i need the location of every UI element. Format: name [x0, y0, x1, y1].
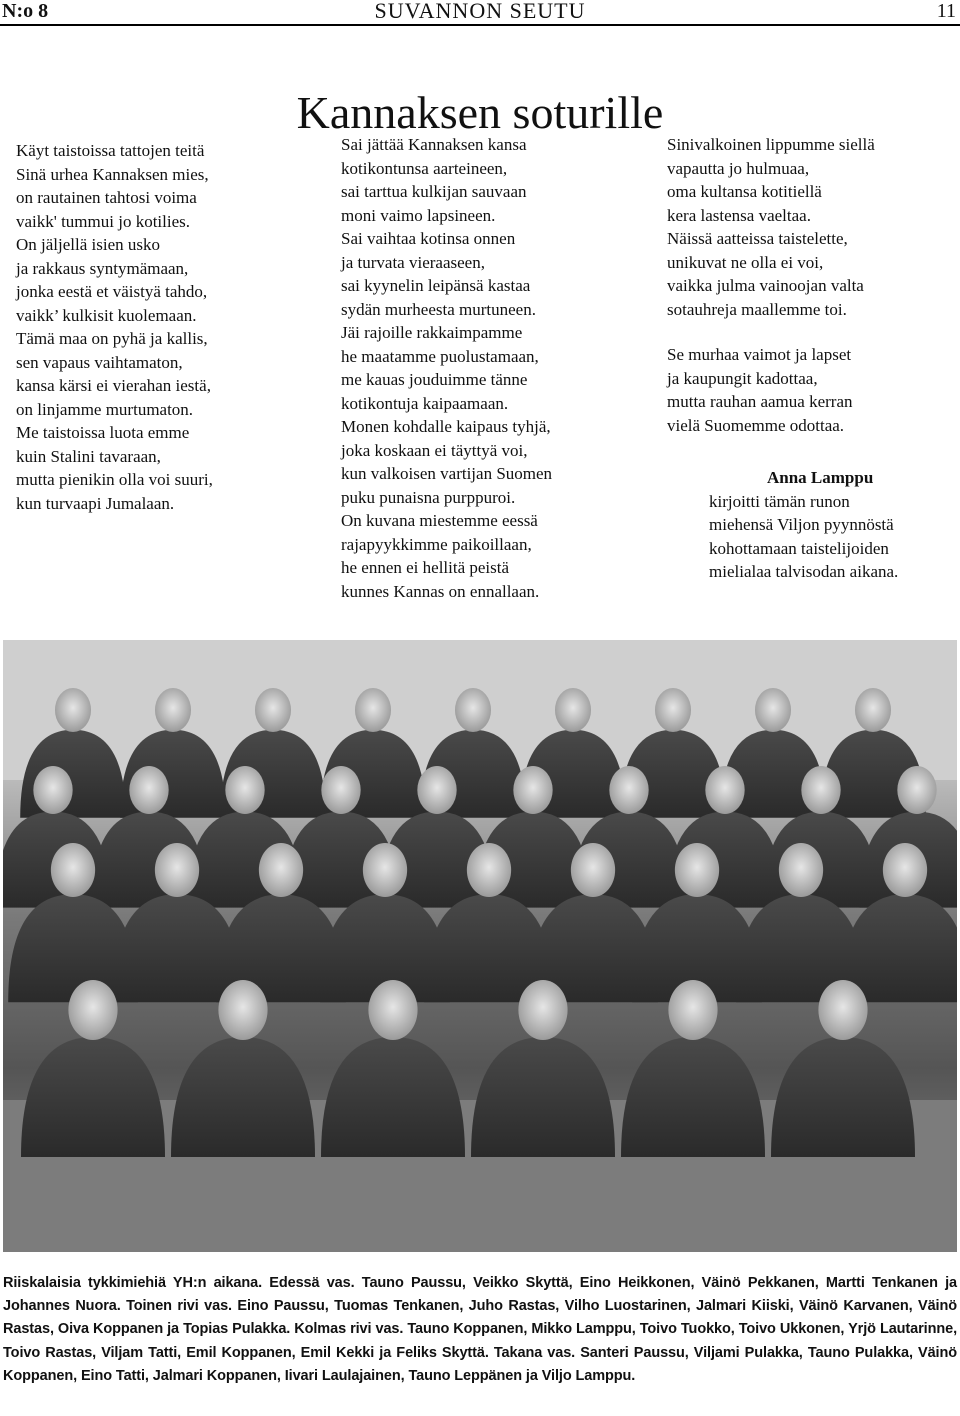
soldier-head	[363, 843, 407, 897]
soldier-head	[51, 843, 95, 897]
soldier-head	[218, 980, 267, 1040]
poem-line: mutta pienikin olla voi suuri,	[16, 470, 213, 489]
poem-line: vielä Suomemme odottaa.	[667, 415, 845, 435]
poem-line: kotikontuja kaipaamaan.	[341, 393, 509, 413]
poem-line: sotauhreja maallemme toi.	[667, 299, 847, 319]
soldier-head	[455, 688, 491, 732]
soldier-head	[355, 688, 391, 732]
poem-line: puku punaisna purppuroi.	[341, 487, 516, 507]
soldier-head	[513, 766, 552, 814]
poem-line: sydän murheesta murtuneen.	[341, 299, 536, 319]
poem-line: Sai vaihtaa kotinsa onnen	[341, 229, 516, 248]
author-note-text	[709, 490, 959, 584]
poem-line: Sinä urhea Kannaksen mies,	[16, 164, 209, 184]
poem-line: ja turvata vieraaseen,	[341, 252, 485, 272]
poem-line: on linjamme murtumaton.	[16, 399, 194, 419]
photo-illustration	[3, 640, 957, 1252]
soldier-head	[33, 766, 72, 814]
poem-line: miehensä Viljon pyynnöstä	[709, 515, 894, 534]
poem-line: ja kaupungit kadottaa,	[667, 368, 818, 388]
soldier-head	[883, 843, 927, 897]
poem-line: Jäi rajoille rakkaimpamme	[341, 323, 523, 342]
poem-line: vaikka julma vainoojan valta	[667, 276, 864, 295]
poem-line: kuin Stalini tavaraan,	[16, 446, 161, 466]
poem-column-1	[16, 139, 316, 515]
issue-number: N:o 8	[2, 0, 49, 22]
soldier-head	[225, 766, 264, 814]
soldiers-group	[3, 688, 957, 1157]
soldier-head	[897, 766, 936, 814]
poem-line: oma kultansa kotitiellä	[667, 182, 822, 201]
poem-line: me kauas jouduimme tänne	[341, 370, 528, 389]
author-name: Anna Lamppu	[767, 468, 874, 487]
group-photo	[3, 640, 957, 1252]
soldier-head	[518, 980, 567, 1040]
poem-line: moni vaimo lapsineen.	[341, 205, 496, 225]
poem-line: kun turvaapi Jumalaan.	[16, 493, 175, 513]
poem-line: Me taistoissa luota emme	[16, 423, 190, 442]
poem-line: he ennen ei hellitä peistä	[341, 558, 510, 577]
soldier-body	[621, 1037, 765, 1157]
poem-line: sen vapaus vaihtamaton,	[16, 352, 183, 372]
soldier-head	[321, 766, 360, 814]
soldier-body	[471, 1037, 615, 1157]
poem-stanza	[667, 133, 957, 321]
poem-stanza	[667, 343, 957, 437]
soldier-head	[417, 766, 456, 814]
soldier-head	[801, 766, 840, 814]
poem-line: kera lastensa vaeltaa.	[667, 205, 811, 225]
poem-line: vaikk' tummui jo kotilies.	[16, 211, 191, 231]
soldier-body	[771, 1037, 915, 1157]
poem-line: kirjoitti tämän runon	[709, 491, 850, 511]
soldier-head	[467, 843, 511, 897]
poem-line: unikuvat ne olla ei voi,	[667, 252, 824, 272]
soldier-head	[571, 843, 615, 897]
poem-line: Käyt taistoissa tattojen teitä	[16, 141, 205, 160]
publication-name: SUVANNON SEUTU	[374, 0, 586, 23]
poem-line: mutta rauhan aamua kerran	[667, 392, 853, 411]
soldier-body	[171, 1037, 315, 1157]
poem-line: jonka eestä et väistyä tahdo,	[16, 282, 208, 301]
soldier-head	[55, 688, 91, 732]
poem-line: mielialaa talvisodan aikana.	[709, 562, 899, 581]
soldier-head	[668, 980, 717, 1040]
soldier-head	[129, 766, 168, 814]
poem-line: vaikk’ kulkisit kuolemaan.	[16, 305, 197, 325]
poem-line: Sinivalkoinen lippumme siellä	[667, 135, 875, 154]
poem-column-2	[341, 133, 641, 603]
poem-title: Kannaksen soturille	[296, 86, 664, 138]
poem-line: Monen kohdalle kaipaus tyhjä,	[341, 417, 551, 436]
page-header	[0, 0, 960, 26]
poem-line: on rautainen tahtosi voima	[16, 188, 197, 207]
poem-line: ja rakkaus syntymämaan,	[16, 258, 189, 278]
soldier-head	[155, 688, 191, 732]
soldier-head	[779, 843, 823, 897]
poem-line: kun valkoisen vartijan Suomen	[341, 464, 553, 483]
poem-line: vapautta jo hulmuaa,	[667, 158, 810, 178]
poem-line: sai kyynelin leipänsä kastaa	[341, 276, 531, 295]
poem-column-3	[667, 133, 957, 437]
soldier-head	[609, 766, 648, 814]
soldier-head	[818, 980, 867, 1040]
poem-line: sai tarttua kulkijan sauvaan	[341, 182, 527, 201]
poem-line: On jäljellä isien usko	[16, 235, 161, 254]
author-note	[709, 466, 959, 584]
poem-line: kansa kärsi ei vierahan iestä,	[16, 376, 211, 395]
poem-line: rajapyykkimme paikoillaan,	[341, 534, 532, 554]
soldier-head	[555, 688, 591, 732]
poem-line: kotikontunsa aarteineen,	[341, 158, 508, 178]
poem-line: he maatamme puolustamaan,	[341, 346, 539, 366]
poem-line: Tämä maa on pyhä ja kallis,	[16, 329, 208, 348]
soldier-head	[705, 766, 744, 814]
soldier-head	[755, 688, 791, 732]
page-number: 11	[936, 0, 956, 22]
soldier-head	[675, 843, 719, 897]
soldier-head	[255, 688, 291, 732]
poem-line: Näissä aatteissa taistelette,	[667, 229, 848, 248]
soldier-head	[368, 980, 417, 1040]
soldier-head	[855, 688, 891, 732]
poem-line: kohottamaan taistelijoiden	[709, 538, 889, 558]
poem-line: joka koskaan ei täyttyä voi,	[341, 440, 528, 460]
stanza-gap	[667, 321, 957, 343]
poem-line: On kuvana miestemme eessä	[341, 511, 538, 530]
soldier-head	[155, 843, 199, 897]
soldier-head	[68, 980, 117, 1040]
soldier-head	[259, 843, 303, 897]
soldier-head	[655, 688, 691, 732]
soldier-body	[321, 1037, 465, 1157]
photo-caption: Riiskalaisia tykkimiehiä YH:n aikana. Edessä vas. Tauno Paussu, Veikko Skyttä, Eino Heikkonen, Väinö Pekkanen, Martti Tenkanen ja Johannes Nuora. Toinen rivi vas. Eino Paussu, Tuomas Tenkanen, Juho Rastas, Vilho Luostarinen, Jalmari Kiiski, Väinö Karvanen, Väinö Rastas, Oiva Koppanen ja Topias Pulakka. Kolmas rivi vas. Tauno Koppanen, Mikko Lamppu, Toivo Tuokko, Toivo Ukkonen, Yrjö Lautarinne, Toivo Rastas, Viljam Tatti, Emil Koppanen, Emil Kekki ja Feliks Skyttä. Takana vas. Santeri Paussu, Viljami Pulakka, Tauno Pulakka, Väinö Koppanen, Eino Tatti, Jalmari Koppanen, Iivari Laulajainen, Tauno Leppänen ja Viljo Lamppu.	[3, 1275, 957, 1384]
soldier-body	[21, 1037, 165, 1157]
poem-line: kunnes Kannas on ennallaan.	[341, 581, 540, 601]
poem-line: Sai jättää Kannaksen kansa	[341, 135, 527, 154]
poem-line: Se murhaa vaimot ja lapset	[667, 345, 852, 364]
